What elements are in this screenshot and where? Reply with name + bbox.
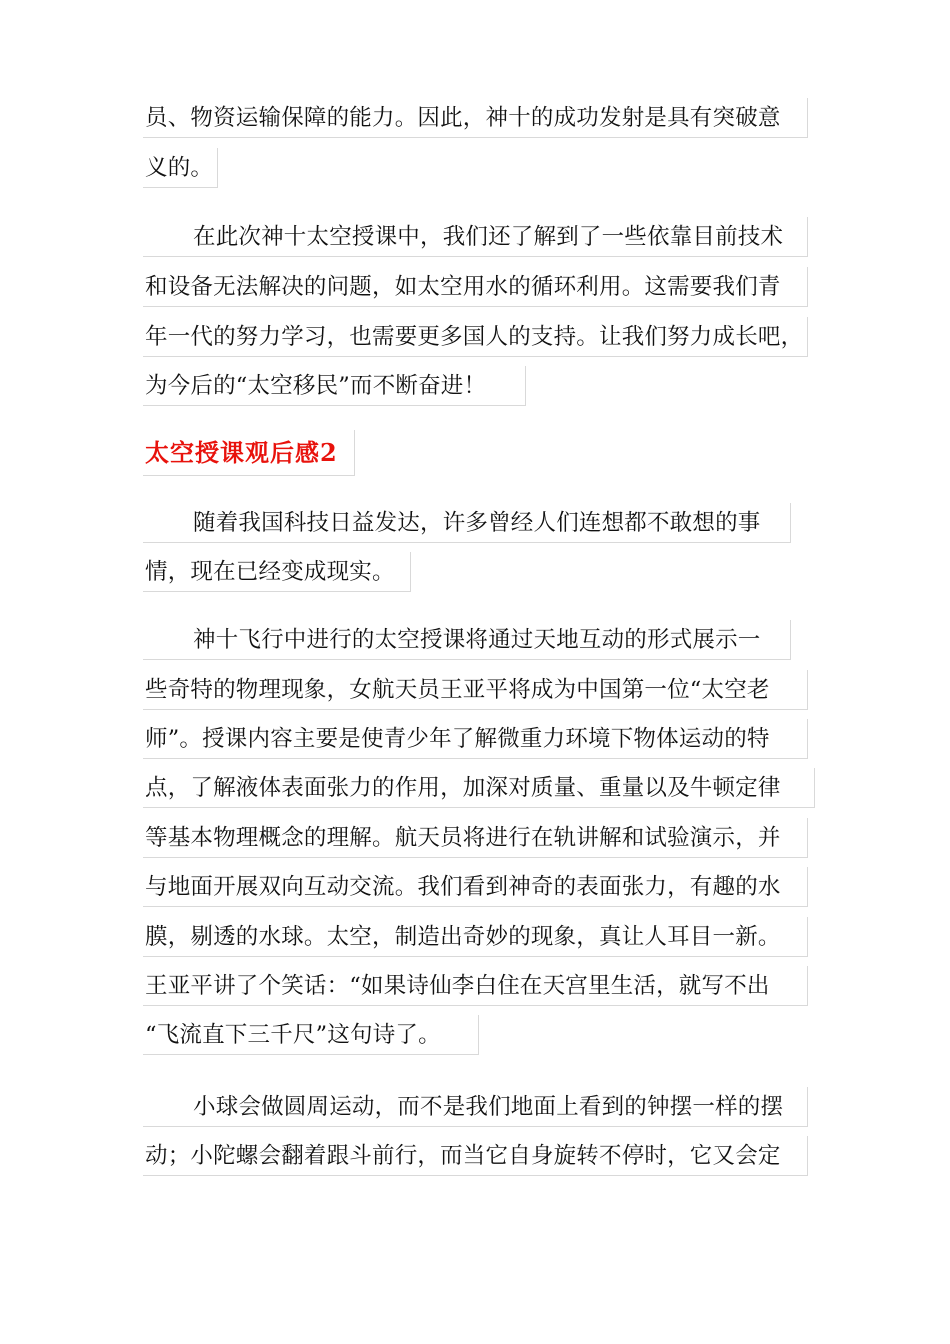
paragraph-line: 情，现在已经变成现实。: [143, 552, 411, 592]
paragraph-line: 等基本物理概念的理解。航天员将进行在轨讲解和试验演示，并: [143, 818, 808, 858]
paragraph-line: 员、物资运输保障的能力。因此，神十的成功发射是具有突破意: [143, 98, 808, 138]
paragraph-line: 为今后的“太空移民”而不断奋进！: [143, 366, 526, 406]
paragraph-line: 在此次神十太空授课中，我们还了解到了一些依靠目前技术: [143, 217, 808, 257]
paragraph-line: “飞流直下三千尺”这句诗了。: [143, 1015, 479, 1055]
section-heading: 太空授课观后感2: [143, 430, 355, 476]
paragraph-line: 动；小陀螺会翻着跟斗前行，而当它自身旋转不停时，它又会定: [143, 1136, 808, 1176]
paragraph-line: 和设备无法解决的问题，如太空用水的循环利用。这需要我们青: [143, 267, 808, 307]
paragraph-line: 些奇特的物理现象，女航天员王亚平将成为中国第一位“太空老: [143, 670, 808, 710]
paragraph-line: 点，了解液体表面张力的作用，加深对质量、重量以及牛顿定律: [143, 768, 815, 808]
paragraph-line: 王亚平讲了个笑话：“如果诗仙李白住在天宫里生活，就写不出: [143, 966, 808, 1006]
paragraph-line: 师”。授课内容主要是使青少年了解微重力环境下物体运动的特: [143, 719, 808, 759]
paragraph-line: 小球会做圆周运动，而不是我们地面上看到的钟摆一样的摆: [143, 1087, 808, 1127]
paragraph-line: 神十飞行中进行的太空授课将通过天地互动的形式展示一: [143, 620, 791, 660]
paragraph-line: 与地面开展双向互动交流。我们看到神奇的表面张力，有趣的水: [143, 867, 808, 907]
paragraph-line: 年一代的努力学习，也需要更多国人的支持。让我们努力成长吧，: [143, 317, 808, 357]
paragraph-line: 随着我国科技日益发达，许多曾经人们连想都不敢想的事: [143, 503, 791, 543]
paragraph-line: 膜，剔透的水球。太空，制造出奇妙的现象，真让人耳目一新。: [143, 917, 808, 957]
paragraph-line: 义的。: [143, 148, 218, 188]
